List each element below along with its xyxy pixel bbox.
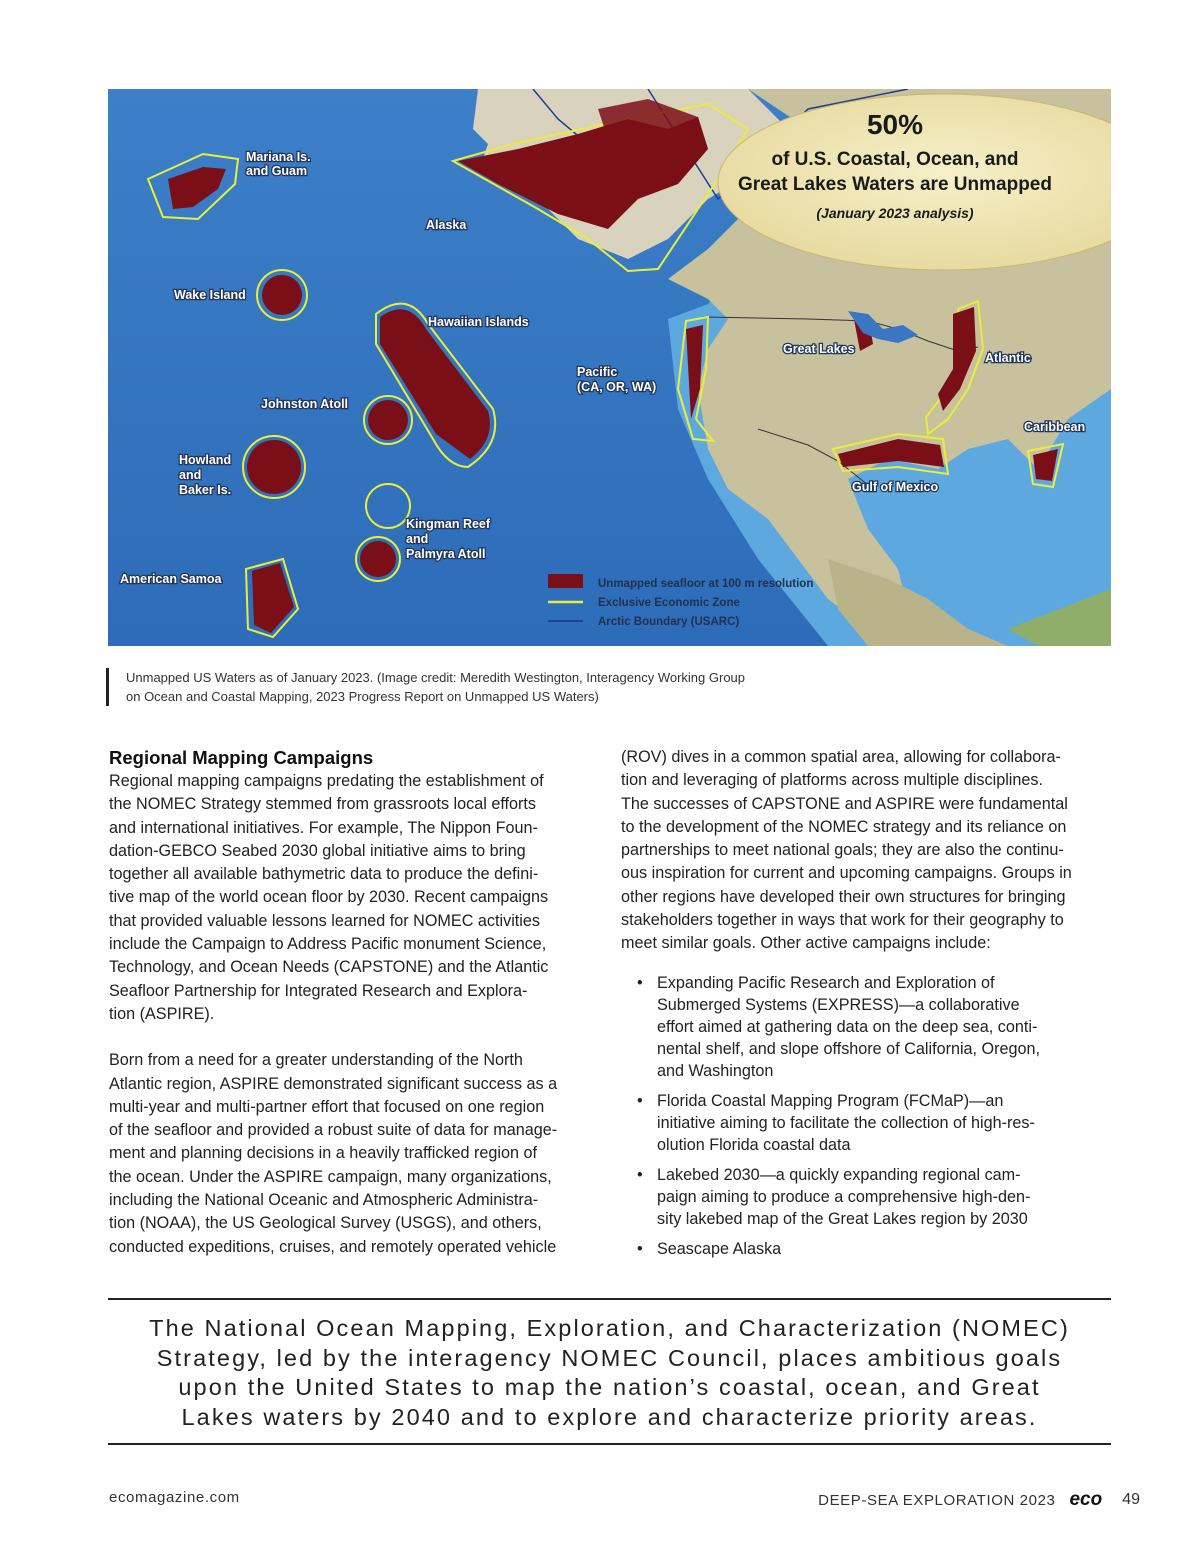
caption-line-2: on Ocean and Coastal Mapping, 2023 Progress Report on Unmapped US Waters) xyxy=(126,689,599,704)
text-line: and Washington xyxy=(657,1061,774,1080)
list-item xyxy=(621,972,1113,1082)
label-howland-1: Howland xyxy=(179,453,232,467)
text-line: Regional mapping campaigns predating the establishment of xyxy=(109,772,544,790)
label-hawaiian: Hawaiian Islands xyxy=(428,315,529,329)
text-line: Seafloor Partnership for Integrated Research and Explora- xyxy=(109,981,528,1000)
campaign-list xyxy=(621,972,1113,1260)
label-johnston: Johnston Atoll xyxy=(261,397,349,411)
pull-quote-top-rule xyxy=(108,1298,1111,1300)
list-item xyxy=(621,1164,1113,1230)
text-line: tion (NOAA), the US Geological Survey (USGS), and others, xyxy=(109,1214,542,1233)
text-line: dation-GEBCO Seabed 2030 global initiative aims to bring xyxy=(109,841,526,860)
label-gulf: Gulf of Mexico xyxy=(852,480,939,494)
text-line: ment and planning decisions in a heavily trafficked region of xyxy=(109,1144,538,1163)
text-line: include the Campaign to Address Pacific monument Science, xyxy=(109,935,547,954)
text-line: tion and leveraging of platforms across multiple disciplines. xyxy=(621,771,1043,790)
pull-quote-line: The National Ocean Mapping, Exploration, and Characterization (NOMEC) xyxy=(149,1315,1070,1341)
text-line: effort aimed at gathering data on the deep sea, conti- xyxy=(657,1017,1038,1036)
label-great-lakes: Great Lakes xyxy=(783,342,855,356)
text-line: (ROV) dives in a common spatial area, allowing for collabora- xyxy=(621,748,1061,766)
pull-quote-line: Strategy, led by the interagency NOMEC Council, places ambitious goals xyxy=(156,1344,1063,1371)
label-samoa: American Samoa xyxy=(120,572,222,586)
text-line: the NOMEC Strategy stemmed from grassroots local efforts xyxy=(109,795,537,814)
text-line: The successes of CAPSTONE and ASPIRE were fundamental xyxy=(621,794,1068,813)
caption-line-1: Unmapped US Waters as of January 2023. (Image credit: Meredith Westington, Interagency Working Group xyxy=(126,670,746,685)
label-howland-3: Baker Is. xyxy=(179,483,232,497)
text-line: and international initiatives. For example, The Nippon Foun- xyxy=(109,818,538,837)
text-line: stakeholders together in ways that work for their geography to xyxy=(621,911,1064,930)
pull-quote-line: upon the United States to map the nation’s coastal, ocean, and Great xyxy=(178,1374,1041,1401)
text-line: tive map of the world ocean floor by 2030. Recent campaigns xyxy=(109,888,549,907)
bullet-icon: • xyxy=(637,973,643,992)
bullet-icon: • xyxy=(637,1239,643,1258)
text-line: multi-year and multi-partner effort that focused on one region xyxy=(109,1097,545,1116)
text-line: of the seafloor and provided a robust suite of data for manage- xyxy=(109,1121,558,1140)
article-column-left xyxy=(109,746,599,1259)
footer-right xyxy=(818,1489,1140,1511)
section-heading: Regional Mapping Campaigns xyxy=(109,747,374,768)
paragraph-3 xyxy=(621,746,1113,956)
text-line: together all available bathymetric data to produce the defini- xyxy=(109,865,539,884)
footer-site: ecomagazine.com xyxy=(109,1489,240,1506)
text-line: Lakebed 2030—a quickly expanding regional cam- xyxy=(657,1165,1021,1184)
text-line: that provided valuable lessons learned for NOMEC activities xyxy=(109,911,540,930)
label-howland-2: and xyxy=(179,468,202,482)
label-atlantic: Atlantic xyxy=(985,351,1031,365)
list-item xyxy=(621,1238,1113,1260)
pull-quote xyxy=(108,1314,1111,1433)
legend-label-eez: Exclusive Economic Zone xyxy=(598,597,740,609)
label-pacific-2: (CA, OR, WA) xyxy=(577,380,657,394)
legend-label-arctic: Arctic Boundary (USARC) xyxy=(598,616,740,628)
list-item xyxy=(621,1090,1113,1156)
label-pacific-1: Pacific xyxy=(577,365,618,379)
article-column-right xyxy=(621,746,1113,1268)
text-line: to the development of the NOMEC strategy and its reliance on xyxy=(621,817,1067,836)
page-number: 49 xyxy=(1122,1491,1140,1508)
label-kingman-1: Kingman Reef xyxy=(406,517,491,531)
bullet-icon: • xyxy=(637,1091,643,1110)
text-line: including the National Oceanic and Atmospheric Administra- xyxy=(109,1191,539,1210)
footer-issue: DEEP-SEA EXPLORATION 2023 xyxy=(818,1491,1056,1509)
bullet-icon: • xyxy=(637,1165,643,1184)
text-line: tion (ASPIRE). xyxy=(109,1004,215,1023)
label-mariana-2: and Guam xyxy=(246,164,308,178)
text-line: paign aiming to produce a comprehensive high-den- xyxy=(657,1187,1031,1206)
text-line: ous inspiration for current and upcoming campaigns. Groups in xyxy=(621,864,1072,883)
headline-percent: 50% xyxy=(866,109,924,140)
text-line: partnerships to meet national goals; they are also the continu- xyxy=(621,841,1064,860)
text-line: meet similar goals. Other active campaigns include: xyxy=(621,934,991,953)
paragraph-1 xyxy=(109,770,599,1026)
text-line: Technology, and Ocean Needs (CAPSTONE) and the Atlantic xyxy=(109,958,549,977)
headline-date: (January 2023 analysis) xyxy=(816,205,974,221)
paragraph-2 xyxy=(109,1049,599,1259)
text-line: Atlantic region, ASPIRE demonstrated significant success as a xyxy=(109,1074,558,1093)
label-kingman-2: and xyxy=(406,532,429,546)
text-line: sity lakebed map of the Great Lakes region by 2030 xyxy=(657,1209,1028,1228)
pull-quote-line: Lakes waters by 2040 and to explore and characterize priority areas. xyxy=(181,1404,1038,1431)
eco-logo: eco xyxy=(1069,1489,1103,1510)
headline-line-2: Great Lakes Waters are Unmapped xyxy=(738,174,1052,195)
text-line: Submerged Systems (EXPRESS)—a collaborative xyxy=(657,995,1020,1014)
text-line: olution Florida coastal data xyxy=(657,1135,851,1154)
pull-quote-bottom-rule xyxy=(108,1443,1111,1445)
text-line: conducted expeditions, cruises, and remotely operated vehicle xyxy=(109,1237,557,1256)
label-caribbean: Caribbean xyxy=(1024,420,1086,434)
label-kingman-3: Palmyra Atoll xyxy=(406,547,486,561)
text-line: other regions have developed their own structures for bringing xyxy=(621,887,1066,906)
text-line: Florida Coastal Mapping Program (FCMaP)—an xyxy=(657,1091,1004,1110)
label-wake: Wake Island xyxy=(174,288,246,302)
text-line: Seascape Alaska xyxy=(657,1239,782,1258)
headline-line-1: of U.S. Coastal, Ocean, and xyxy=(771,149,1019,170)
figure-caption xyxy=(106,668,846,706)
text-line: Expanding Pacific Research and Exploration of xyxy=(657,973,995,992)
text-line: Born from a need for a greater understanding of the North xyxy=(109,1051,523,1070)
unmapped-waters-map xyxy=(108,89,1111,646)
text-line: nental shelf, and slope offshore of California, Oregon, xyxy=(657,1039,1041,1058)
legend-swatch-unmapped xyxy=(548,574,583,588)
legend-label-unmapped: Unmapped seafloor at 100 m resolution xyxy=(598,578,814,590)
label-alaska: Alaska xyxy=(426,218,467,232)
text-line: initiative aiming to facilitate the collection of high-res- xyxy=(657,1113,1035,1132)
text-line: the ocean. Under the ASPIRE campaign, many organizations, xyxy=(109,1167,552,1186)
label-mariana-1: Mariana Is. xyxy=(246,150,311,164)
